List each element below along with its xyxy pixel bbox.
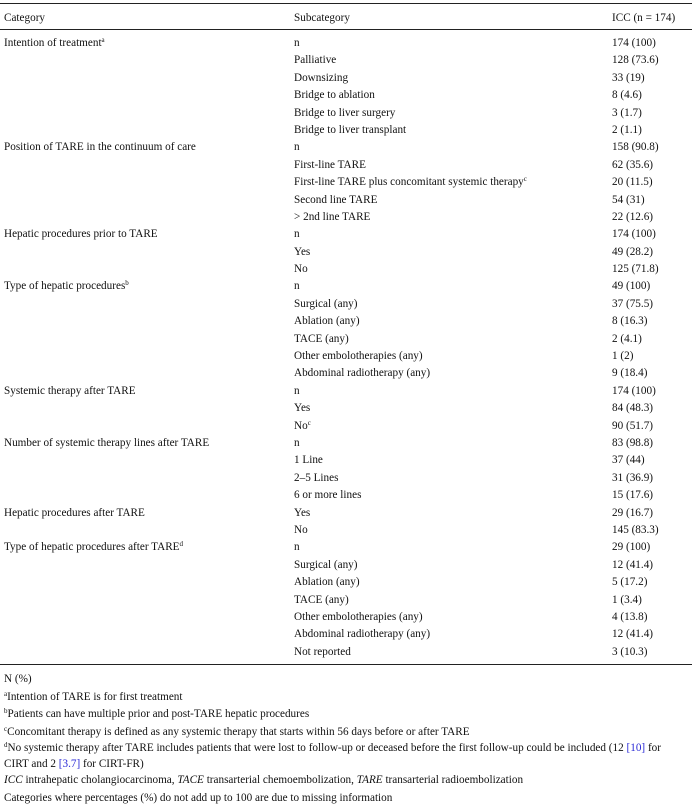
cell-subcategory	[294, 296, 357, 313]
cell-subcategory-text: n	[294, 384, 300, 397]
cell-subcategory-text: 1 Line	[294, 454, 323, 467]
cell-subcategory-text: Yes	[294, 402, 311, 415]
table-row	[0, 296, 692, 313]
cell-icc: 49 (28.2)	[612, 245, 654, 258]
cell-subcategory	[294, 105, 395, 122]
cell-icc: 4 (13.8)	[612, 610, 648, 623]
table-row	[0, 87, 692, 104]
footnote-marker: c	[523, 175, 527, 184]
cell-subcategory	[294, 557, 357, 574]
cell-category	[4, 278, 129, 295]
footnote-d-marker: d	[4, 741, 8, 749]
header-rule	[0, 29, 692, 30]
table-row	[0, 365, 692, 382]
cell-icc: 174 (100)	[612, 384, 656, 397]
top-rule	[0, 3, 692, 4]
cell-icc: 1 (3.4)	[612, 593, 642, 606]
cell-icc: 8 (4.6)	[612, 89, 642, 102]
cell-subcategory-text: Palliative	[294, 54, 337, 67]
cell-subcategory-text: n	[294, 37, 300, 49]
cell-subcategory	[294, 574, 360, 591]
abbrev-icc: ICC	[4, 774, 23, 786]
footnote-marker: b	[125, 279, 129, 288]
cell-subcategory-text: 2–5 Lines	[294, 471, 339, 484]
cell-subcategory	[294, 192, 377, 209]
table-row	[0, 105, 692, 122]
table-row	[0, 122, 692, 139]
cell-subcategory-text: 6 or more lines	[294, 489, 362, 502]
cell-subcategory-text: Abdominal radiotherapy (any)	[294, 367, 431, 380]
table-row	[0, 174, 692, 191]
footnotes	[4, 671, 688, 807]
table-body	[0, 35, 692, 661]
cell-subcategory	[294, 35, 300, 52]
reference-link-10[interactable]: [10]	[626, 742, 646, 754]
cell-subcategory	[294, 400, 310, 417]
cell-subcategory	[294, 278, 300, 295]
cell-subcategory-text: No	[294, 419, 308, 432]
cell-subcategory	[294, 487, 361, 504]
cell-subcategory	[294, 348, 423, 365]
cell-subcategory-text: Second line TARE	[294, 193, 378, 206]
footnote-missing: Categories where percentages (%) do not add up to 100 are due to missing information	[4, 791, 393, 804]
cell-icc: 174 (100)	[612, 37, 656, 49]
cell-icc: 62 (35.6)	[612, 158, 654, 171]
table-row	[0, 70, 692, 87]
abbrev-tace: TACE	[177, 774, 204, 786]
cell-subcategory	[294, 70, 348, 87]
footnote-a-text: Intention of TARE is for first treatment	[7, 690, 183, 703]
cell-category-text: Hepatic procedures after TARE	[4, 506, 145, 519]
cell-icc: 22 (12.6)	[612, 210, 654, 223]
table-row	[0, 418, 692, 435]
footnote-marker: a	[101, 36, 105, 44]
cell-category	[4, 505, 145, 522]
cell-icc: 8 (16.3)	[612, 315, 648, 328]
cell-category	[4, 139, 196, 156]
cell-icc: 31 (36.9)	[612, 471, 654, 484]
table-row	[0, 244, 692, 261]
cell-subcategory-text: n	[294, 541, 300, 554]
cell-subcategory-text: First-line TARE plus concomitant systemic therapy	[294, 176, 524, 189]
table-row	[0, 313, 692, 330]
cell-subcategory	[294, 470, 338, 487]
footnote-b-marker: b	[4, 707, 8, 715]
cell-subcategory	[294, 52, 336, 69]
cell-subcategory-text: Not reported	[294, 645, 351, 658]
table-row	[0, 505, 692, 522]
table-row	[0, 35, 692, 52]
table-row	[0, 592, 692, 609]
footnote-d-text-2: for CIRT and 2	[4, 742, 661, 770]
cell-subcategory	[294, 209, 370, 226]
cell-icc: 125 (71.8)	[612, 263, 659, 276]
cell-icc: 5 (17.2)	[612, 576, 648, 589]
cell-subcategory	[294, 365, 430, 382]
footnote-b-text: Patients can have multiple prior and post-TARE hepatic procedures	[7, 708, 310, 720]
table-row	[0, 226, 692, 243]
table-row	[0, 209, 692, 226]
cell-icc: 29 (16.7)	[612, 506, 654, 519]
cell-subcategory	[294, 331, 349, 348]
cell-category-text: Type of hepatic procedures after TARE	[4, 541, 180, 554]
cell-subcategory	[294, 418, 311, 435]
bottom-rule	[0, 664, 692, 665]
abbrev-tare-def: transarterial radioembolization	[382, 774, 524, 786]
cell-subcategory	[294, 435, 300, 452]
cell-icc: 174 (100)	[612, 228, 656, 241]
table-row	[0, 539, 692, 556]
cell-subcategory	[294, 522, 308, 539]
cell-icc: 2 (4.1)	[612, 332, 642, 345]
cell-subcategory	[294, 244, 310, 261]
footnote-d-text-1: No systemic therapy after TARE includes patients that were lost to follow-up or deceased before the first follow-up could be included (12	[7, 742, 627, 754]
cell-subcategory-text: Bridge to liver transplant	[294, 123, 407, 136]
cell-icc: 20 (11.5)	[612, 176, 653, 189]
footnote-a-marker: a	[4, 689, 8, 698]
cell-icc: 145 (83.3)	[612, 523, 659, 536]
cell-subcategory-text: TACE (any)	[294, 332, 349, 345]
footnote-d-text-3: for CIRT-FR)	[80, 757, 144, 770]
cell-subcategory	[294, 87, 375, 104]
cell-subcategory-text: Other embolotherapies (any)	[294, 350, 423, 363]
cell-icc: 54 (31)	[612, 193, 645, 206]
cell-icc: 12 (41.4)	[612, 558, 654, 571]
footnote-b	[4, 706, 688, 724]
cell-category-text: Intention of treatment	[4, 37, 102, 49]
cell-icc: 33 (19)	[612, 71, 645, 84]
cell-subcategory	[294, 592, 349, 609]
cell-subcategory-text: Surgical (any)	[294, 558, 358, 571]
cell-subcategory-text: Yes	[294, 506, 311, 519]
header-category: Category	[4, 12, 46, 24]
footnote-marker: d	[179, 540, 183, 549]
table-row	[0, 557, 692, 574]
table-row	[0, 383, 692, 400]
cell-subcategory-text: Abdominal radiotherapy (any)	[294, 628, 431, 641]
table-row	[0, 139, 692, 156]
footnote-c-marker: c	[4, 724, 8, 733]
cell-subcategory	[294, 157, 366, 174]
cell-subcategory	[294, 139, 300, 156]
cell-category	[4, 226, 158, 243]
cell-icc: 3 (1.7)	[612, 106, 642, 119]
header-subcategory: Subcategory	[294, 12, 350, 24]
footnote-a	[4, 689, 688, 707]
cell-subcategory	[294, 609, 423, 626]
table-row	[0, 435, 692, 452]
cell-subcategory-text: n	[294, 228, 300, 241]
cell-icc: 15 (17.6)	[612, 489, 654, 502]
cell-icc: 2 (1.1)	[612, 123, 642, 136]
cell-subcategory	[294, 626, 430, 643]
table-row	[0, 400, 692, 417]
footnote-marker: c	[307, 418, 311, 427]
table-row	[0, 157, 692, 174]
cell-subcategory-text: First-line TARE	[294, 158, 366, 171]
cell-subcategory-text: Ablation (any)	[294, 576, 360, 589]
cell-subcategory-text: n	[294, 280, 300, 293]
cell-subcategory	[294, 383, 300, 400]
footnote-c-text: Concomitant therapy is defined as any systemic therapy that starts within 56 days before or after TARE	[7, 725, 470, 738]
footnote-n-percent: N (%)	[4, 673, 32, 685]
cell-icc: 90 (51.7)	[612, 419, 654, 432]
cell-subcategory-text: Downsizing	[294, 71, 349, 84]
abbrev-tace-def: transarterial chemoembolization,	[203, 774, 357, 786]
footnote-c	[4, 724, 688, 742]
abbrev-icc-def: intrahepatic cholangiocarcinoma,	[22, 774, 178, 786]
cell-category-text: Hepatic procedures prior to TARE	[4, 228, 158, 241]
footnote-d	[4, 741, 688, 772]
cell-subcategory	[294, 313, 360, 330]
cell-icc: 128 (73.6)	[612, 54, 659, 67]
footnote-abbreviations	[4, 772, 688, 790]
cell-subcategory	[294, 452, 323, 469]
cell-subcategory-text: Bridge to liver surgery	[294, 106, 396, 119]
cell-subcategory	[294, 122, 406, 139]
cell-subcategory	[294, 644, 351, 661]
table-row	[0, 522, 692, 539]
table-row	[0, 348, 692, 365]
table-row	[0, 609, 692, 626]
cell-icc: 12 (41.4)	[612, 628, 654, 641]
table-row	[0, 278, 692, 295]
table-row	[0, 487, 692, 504]
cell-subcategory-text: No	[294, 523, 308, 536]
table-row	[0, 261, 692, 278]
cell-icc: 158 (90.8)	[612, 141, 659, 154]
cell-category	[4, 35, 105, 52]
cell-icc: 49 (100)	[612, 280, 651, 293]
cell-subcategory	[294, 505, 310, 522]
reference-link-3-7[interactable]: [3.7]	[58, 757, 81, 770]
cell-subcategory	[294, 539, 300, 556]
cell-subcategory-text: Surgical (any)	[294, 297, 358, 310]
cell-subcategory-text: No	[294, 263, 308, 276]
cell-category	[4, 383, 136, 400]
abbrev-tare: TARE	[356, 774, 383, 786]
cell-subcategory-text: Ablation (any)	[294, 315, 360, 328]
cell-category-text: Type of hepatic procedures	[4, 280, 126, 293]
table-row	[0, 626, 692, 643]
cell-subcategory-text: Yes	[294, 245, 311, 258]
cell-subcategory-text: n	[294, 436, 300, 449]
cell-subcategory-text: > 2nd line TARE	[294, 210, 371, 223]
table-row	[0, 192, 692, 209]
table-row	[0, 452, 692, 469]
cell-icc: 3 (10.3)	[612, 645, 648, 658]
cell-icc: 1 (2)	[612, 350, 634, 363]
cell-subcategory-text: TACE (any)	[294, 593, 349, 606]
cell-icc: 84 (48.3)	[612, 402, 654, 415]
cell-subcategory-text: Bridge to ablation	[294, 89, 375, 102]
cell-subcategory	[294, 226, 300, 243]
table-row	[0, 574, 692, 591]
table-row	[0, 52, 692, 69]
table-row	[0, 470, 692, 487]
cell-icc: 37 (75.5)	[612, 297, 654, 310]
cell-category-text: Position of TARE in the continuum of care	[4, 141, 196, 154]
cell-category-text: Systemic therapy after TARE	[4, 384, 136, 397]
cell-icc: 37 (44)	[612, 454, 645, 467]
table-row	[0, 644, 692, 661]
cell-category	[4, 539, 183, 556]
cell-subcategory-text: n	[294, 141, 300, 154]
cell-category-text: Number of systemic therapy lines after TARE	[4, 436, 210, 449]
cell-icc: 83 (98.8)	[612, 436, 654, 449]
cell-icc: 29 (100)	[612, 541, 651, 554]
cell-subcategory-text: Other embolotherapies (any)	[294, 610, 423, 623]
cell-subcategory	[294, 174, 527, 191]
cell-category	[4, 435, 209, 452]
table-row	[0, 331, 692, 348]
cell-icc: 9 (18.4)	[612, 367, 648, 380]
header-icc: ICC (n = 174)	[612, 12, 676, 24]
cell-subcategory	[294, 261, 308, 278]
